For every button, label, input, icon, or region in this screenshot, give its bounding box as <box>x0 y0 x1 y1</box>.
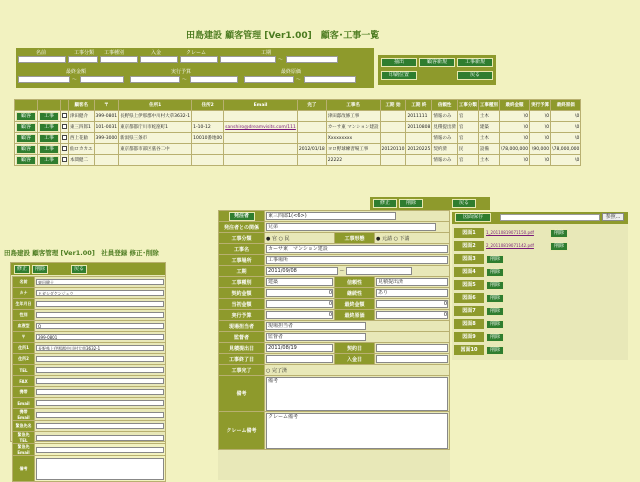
drawing-file-link[interactable]: 1_20110819071150.pdf <box>486 230 534 235</box>
cell-class: 官 <box>457 133 478 144</box>
employee-panel <box>10 262 166 471</box>
final-amount-field[interactable]: 0 <box>376 300 448 308</box>
cell-addr2: 10010番地00 <box>192 133 224 144</box>
cell-name: 仙ロカカエ <box>69 144 95 155</box>
final-amount-min[interactable] <box>18 76 70 83</box>
emp-row <box>13 421 166 432</box>
work-type-select[interactable] <box>100 56 138 63</box>
note-label: 備考 <box>219 376 265 412</box>
work-type-select[interactable]: 建築 <box>266 278 333 286</box>
cell-email <box>224 144 298 155</box>
work-place-field[interactable]: 工事場所 <box>266 256 448 264</box>
emp-label: 性別 <box>13 310 35 321</box>
cell-work: 22222 <box>326 155 380 166</box>
page-title: 田島建設 顧客管理 [Ver1.00] 顧客･工事一覧 <box>186 31 380 41</box>
emp-label: 〒 <box>13 332 35 343</box>
cell-addr1: 東京都都市部区墓谷二中 <box>119 144 192 155</box>
emp-back-button[interactable]: 戻る <box>71 265 87 274</box>
estimate-date-field[interactable]: 2011/08/19 <box>266 344 333 352</box>
col-header: 工事名 <box>326 100 380 111</box>
claim-label: クレーム備考 <box>219 412 265 450</box>
emp-label: 携帯 <box>13 387 35 398</box>
drawing-label: 図面1 <box>454 228 484 238</box>
cell-start: 20120110 <box>380 144 406 155</box>
cell-trust: 見積提出済 <box>432 122 458 133</box>
col-header: 信頼性 <box>432 100 458 111</box>
drawing-delete-button[interactable]: 削除 <box>486 281 504 290</box>
cell-zip <box>94 144 119 155</box>
emp-correct-button[interactable]: 修正 <box>14 265 30 274</box>
drawing-label: 図面3 <box>454 254 484 264</box>
emp-label: カナ <box>13 288 35 299</box>
emp-row <box>13 299 166 310</box>
row-checkbox[interactable] <box>62 157 67 162</box>
table-row[interactable] <box>15 111 581 122</box>
final-cost-field[interactable]: 0 <box>376 311 448 319</box>
complete-date-label: 工事終了日 <box>219 354 265 365</box>
form-radio-sub[interactable]: ○ <box>393 235 400 242</box>
emp-field[interactable] <box>36 389 164 395</box>
emp-field[interactable]: 399-0801 <box>36 334 164 340</box>
contract-amount-field[interactable]: 0 <box>266 289 333 297</box>
class-label: 工事分類 <box>219 233 265 244</box>
cell-class: 官 <box>457 155 478 166</box>
work-button[interactable]: 工事 <box>39 112 59 121</box>
cell-done <box>297 111 326 122</box>
cell-start <box>380 133 406 144</box>
cell-work: カーサ東 マンション建設 <box>326 122 380 133</box>
cell-class: 官 <box>457 111 478 122</box>
label-claim: クレーム <box>186 50 207 56</box>
col-header <box>61 100 69 111</box>
done-label: 工事完了 <box>219 365 265 376</box>
payment-label: 入金日 <box>335 354 375 365</box>
emp-row <box>13 354 166 365</box>
cost-min[interactable] <box>244 76 294 83</box>
label-payment: 入金 <box>151 50 162 56</box>
customer-button[interactable]: 顧客 <box>16 123 36 132</box>
customer-button[interactable]: 顧客 <box>16 134 36 143</box>
class-opt-gov: 官 <box>271 235 277 242</box>
cell-zip: 101-0031 <box>94 122 119 133</box>
work-class-select[interactable] <box>68 56 98 63</box>
tilde: ～ <box>278 57 284 63</box>
continuity-select[interactable]: あり <box>376 289 448 297</box>
cell-end <box>406 133 432 144</box>
cell-zip: 399-3000 <box>94 133 119 144</box>
drawing-list <box>452 224 628 358</box>
sitemgr-label: 現場担当者 <box>219 321 265 332</box>
work-detail-form <box>218 210 450 450</box>
site-manager-field[interactable]: 現場担当者 <box>266 322 366 330</box>
cell-start <box>380 122 406 133</box>
drawing-delete-button[interactable]: 削除 <box>486 268 504 277</box>
form-radio-prime[interactable]: ● <box>376 235 382 242</box>
customer-field[interactable]: 東三四郎1(<6>) <box>266 212 396 220</box>
emp-label: FAX <box>13 376 35 387</box>
drawings-panel <box>452 212 628 360</box>
cell-addr2 <box>192 144 224 155</box>
emp-field[interactable] <box>36 301 164 307</box>
cell-addr2: 1-10-12 <box>192 122 224 133</box>
emp-field[interactable] <box>36 378 164 384</box>
col-header: 工期 終 <box>406 100 432 111</box>
col-header: 顧客名 <box>69 100 95 111</box>
cell-start <box>380 111 406 122</box>
cell-final: \78,000,000 <box>499 144 529 155</box>
drawing-label: 図面5 <box>454 280 484 290</box>
emp-row <box>13 409 166 421</box>
emp-field[interactable] <box>36 423 164 429</box>
label-period: 工期 <box>261 50 272 56</box>
emp-row <box>13 376 166 387</box>
cell-final: \0 <box>499 155 529 166</box>
label-final-cost: 最終原価 <box>281 69 302 75</box>
table-header-row <box>15 100 581 111</box>
emp-row <box>13 432 166 444</box>
cell-end: 2011111 <box>406 111 432 122</box>
emp-field[interactable]: 長野県上伊那郡中川村大草3632-1 <box>36 345 164 351</box>
col-header: 住所1 <box>119 100 192 111</box>
cell-email <box>224 133 298 144</box>
place-label: 工事場所 <box>219 255 265 266</box>
cell-email-link[interactable]: sanshiro@dreamvisits.com/111 <box>224 122 298 133</box>
done-radio[interactable]: ○ <box>266 367 272 374</box>
claim-textarea[interactable]: クレーム備考 <box>266 413 448 449</box>
cost-max[interactable] <box>304 76 356 83</box>
cell-addr1 <box>119 155 192 166</box>
file-path-input[interactable] <box>500 214 600 221</box>
tilde: ～ <box>182 77 188 83</box>
emp-row <box>13 365 166 376</box>
drawing-delete-button[interactable]: 削除 <box>486 333 504 342</box>
drawing-delete-button[interactable]: 削除 <box>550 242 568 251</box>
rel-label: 発注者との関係 <box>219 222 265 233</box>
cost-label: 最終原価 <box>335 310 375 321</box>
tilde: ～ <box>339 268 345 275</box>
emp-field[interactable] <box>36 447 164 453</box>
row-checkbox[interactable] <box>62 135 67 140</box>
budget-max[interactable] <box>190 76 238 83</box>
cell-cost: \0 <box>551 122 581 133</box>
save-drawing-button[interactable]: 図面保存 <box>455 213 491 222</box>
emp-label: 血液型 <box>13 321 35 332</box>
period-label: 工期 <box>219 266 265 277</box>
customer-button[interactable]: 顧客 <box>16 145 36 154</box>
cell-budget: \0 <box>530 155 551 166</box>
cell-email <box>224 111 298 122</box>
tilde: ～ <box>72 77 78 83</box>
name-label: 工事名 <box>219 244 265 255</box>
emp-label: TEL <box>13 365 35 376</box>
cell-budget: \0 <box>530 111 551 122</box>
initial-amount-field[interactable]: 0 <box>266 300 333 308</box>
initial-label: 当初金額 <box>219 299 265 310</box>
cell-cost: \78,000,000 <box>551 144 581 155</box>
form-opt-sub: 下請 <box>399 235 410 242</box>
drawing-delete-button[interactable]: 削除 <box>486 294 504 303</box>
cell-done <box>297 155 326 166</box>
customer-select-button[interactable]: 発注者 <box>229 212 255 221</box>
cell-budget: \0 <box>530 122 551 133</box>
emp-label: 緊急先Email <box>13 444 35 456</box>
drawing-file-link[interactable]: 2_20110819071142.pdf <box>486 243 534 248</box>
table-row[interactable] <box>15 133 581 144</box>
emp-field[interactable] <box>36 356 164 362</box>
action-panel <box>378 55 496 85</box>
contract-date-field[interactable] <box>376 344 448 352</box>
drawing-delete-button[interactable]: 削除 <box>486 320 504 329</box>
drawings-toolbar <box>452 212 628 224</box>
cell-final: \0 <box>499 122 529 133</box>
work-button[interactable]: 工事 <box>39 145 59 154</box>
claim-select[interactable] <box>180 56 218 63</box>
cell-class: 民 <box>457 144 478 155</box>
payment-date-field[interactable] <box>376 355 448 363</box>
cell-addr2 <box>192 155 224 166</box>
cell-done: 2012/01/18 <box>297 144 326 155</box>
work-name-field[interactable]: カーサ東 マンション建設 <box>266 245 448 253</box>
emp-note-field[interactable] <box>36 458 164 480</box>
complete-date-field[interactable] <box>266 355 333 363</box>
col-header: 工期 始 <box>380 100 406 111</box>
col-header: 〒 <box>94 100 119 111</box>
cell-type: 土木 <box>478 133 499 144</box>
drawing-delete-button[interactable]: 削除 <box>550 229 568 238</box>
table-row[interactable] <box>15 144 581 155</box>
form-opt-prime: 元請 <box>381 235 392 242</box>
new-customer-button[interactable]: 顧客新規 <box>419 58 455 67</box>
period-end-field[interactable] <box>346 267 412 275</box>
period-start-field[interactable]: 2011/09/08 <box>266 267 338 275</box>
cell-type: 設備 <box>478 144 499 155</box>
supervisor-field[interactable]: 監督者 <box>266 333 366 341</box>
cell-name: 津田健介 <box>69 111 95 122</box>
cell-final: \0 <box>499 133 529 144</box>
emp-label: Email <box>13 398 35 409</box>
period-end-input[interactable] <box>286 56 338 63</box>
correct-button[interactable]: 修正 <box>373 199 397 208</box>
cell-type: 建築 <box>478 122 499 133</box>
table-row[interactable] <box>15 122 581 133</box>
emp-label: 緊急先名 <box>13 421 35 432</box>
drawing-label: 図面6 <box>454 293 484 303</box>
col-header: Email <box>224 100 298 111</box>
cell-type: 土木 <box>478 155 499 166</box>
cell-start <box>380 155 406 166</box>
budget-label: 実行予算 <box>219 310 265 321</box>
emp-row <box>13 343 166 354</box>
period-start-input[interactable] <box>220 56 276 63</box>
cell-trust: 情報のみ <box>432 155 458 166</box>
emp-row <box>13 398 166 409</box>
contract-date-label: 契約日 <box>335 343 375 354</box>
cell-name: 本間健二 <box>69 155 95 166</box>
label-final-amount: 最終金額 <box>66 69 87 75</box>
emp-row <box>13 321 166 332</box>
emp-field[interactable] <box>36 367 164 373</box>
work-action-bar <box>370 197 490 210</box>
class-radio-gov[interactable]: ● <box>266 235 272 242</box>
drawing-label: 図面10 <box>454 345 484 355</box>
cell-work: ヨロ野球練習場工事 <box>326 144 380 155</box>
col-header: 工事種別 <box>478 100 499 111</box>
emp-field[interactable] <box>36 412 164 418</box>
row-checkbox[interactable] <box>62 124 67 129</box>
browse-button[interactable]: 参照... <box>602 213 624 221</box>
col-header: 最終金額 <box>499 100 529 111</box>
label-budget: 実行予算 <box>171 69 192 75</box>
drawing-label: 図面2 <box>454 241 484 251</box>
emp-delete-button[interactable]: 削除 <box>32 265 48 274</box>
col-header: 工事分類 <box>457 100 478 111</box>
col-header: 完了 <box>297 100 326 111</box>
cell-done <box>297 133 326 144</box>
tilde: ～ <box>296 77 302 83</box>
name-input[interactable] <box>18 56 66 63</box>
work-button[interactable]: 工事 <box>39 156 59 165</box>
row-checkbox[interactable] <box>62 146 67 151</box>
emp-label: 生年月日 <box>13 299 35 310</box>
emp-field[interactable] <box>36 435 164 441</box>
note-textarea[interactable]: 備考 <box>266 377 448 411</box>
work-detail-panel <box>218 210 450 480</box>
emp-field[interactable]: ヒガシダケンジュウ <box>36 290 164 296</box>
col-header: 最終原価 <box>551 100 581 111</box>
employee-form <box>12 276 166 482</box>
label-name: 名前 <box>36 50 47 56</box>
drawing-label: 図面9 <box>454 332 484 342</box>
cell-email <box>224 155 298 166</box>
cell-done <box>297 122 326 133</box>
cell-class: 官 <box>457 122 478 133</box>
drawing-delete-button[interactable]: 削除 <box>486 307 504 316</box>
type-label: 工事種別 <box>219 277 265 288</box>
search-panel <box>16 48 374 88</box>
supervisor-label: 監督者 <box>219 332 265 343</box>
emp-label: 携帯Email <box>13 409 35 421</box>
print-position-button[interactable]: 印刷位置 <box>381 71 417 80</box>
final-amount-max[interactable] <box>80 76 124 83</box>
relation-field[interactable]: 兄弟 <box>266 223 436 231</box>
class-radio-private[interactable]: ○ <box>278 235 285 242</box>
final-label: 最終金額 <box>335 299 375 310</box>
emp-row <box>13 456 166 482</box>
class-opt-private: 民 <box>284 235 290 242</box>
emp-row <box>13 288 166 299</box>
work-button[interactable]: 工事 <box>39 123 59 132</box>
back-button[interactable]: 戻る <box>452 199 476 208</box>
drawing-label: 図面8 <box>454 319 484 329</box>
form-label: 工事形態 <box>335 233 375 244</box>
budget-min[interactable] <box>130 76 180 83</box>
cell-trust: 情報のみ <box>432 133 458 144</box>
label-work-class: 工事分類 <box>74 50 95 56</box>
emp-field[interactable]: O <box>36 323 164 329</box>
contract-label: 契約金額 <box>219 288 265 299</box>
cell-name: 東三四郎1 <box>69 122 95 133</box>
cell-end: 20110808 <box>406 122 432 133</box>
cell-end <box>406 155 432 166</box>
cell-cost: \0 <box>551 111 581 122</box>
emp-field[interactable] <box>36 312 164 318</box>
employee-toolbar <box>11 263 165 275</box>
budget-field[interactable]: 0 <box>266 311 333 319</box>
cell-addr1: 東京都都庁川市蛇窪町1 <box>119 122 192 133</box>
emp-row <box>13 310 166 321</box>
cell-trust: 情報のみ <box>432 111 458 122</box>
emp-row <box>13 444 166 456</box>
cell-end: 20120225 <box>406 144 432 155</box>
cell-budget: \0 <box>530 133 551 144</box>
col-header: 住所2 <box>192 100 224 111</box>
drawing-delete-button[interactable]: 削除 <box>486 346 504 355</box>
back-button[interactable]: 戻る <box>457 71 493 80</box>
emp-label: 緊急先TEL <box>13 432 35 444</box>
cell-work: 津田邸改修工事 <box>326 111 380 122</box>
col-header <box>15 100 38 111</box>
emp-label: 住所2 <box>13 354 35 365</box>
cell-work: Xxxxxxxxx <box>326 133 380 144</box>
cell-addr1: 新潟県三条市 <box>119 133 192 144</box>
drawing-label: 図面4 <box>454 267 484 277</box>
emp-label: 名前 <box>13 277 35 288</box>
payment-select[interactable] <box>140 56 178 63</box>
cell-cost: \0 <box>551 133 581 144</box>
employee-title: 田島建設 顧客管理 [Ver1.00] 社員登録 修正･削除 <box>4 249 159 257</box>
trust-select[interactable]: 見積提出済 <box>376 278 448 286</box>
done-opt: 完了済 <box>271 367 287 374</box>
customer-work-table <box>14 99 581 166</box>
emp-row <box>13 332 166 343</box>
cell-zip: 399-0801 <box>94 111 119 122</box>
trust-label: 信頼性 <box>335 277 375 288</box>
emp-field[interactable] <box>36 400 164 406</box>
cell-addr1: 長野県上伊那郡中川村大草3632-1 <box>119 111 192 122</box>
cell-final: \0 <box>499 111 529 122</box>
emp-field[interactable]: 東田健十 <box>36 279 164 285</box>
delete-button[interactable]: 削除 <box>399 199 423 208</box>
col-header: 実行予算 <box>530 100 551 111</box>
cell-type: 土木 <box>478 111 499 122</box>
emp-label: 住所1 <box>13 343 35 354</box>
work-button[interactable]: 工事 <box>39 134 59 143</box>
cell-cost: \0 <box>551 155 581 166</box>
estimate-label: 見積提出日 <box>219 343 265 354</box>
emp-row <box>13 387 166 398</box>
emp-row <box>13 277 166 288</box>
extract-button[interactable]: 抽出 <box>381 58 417 67</box>
drawing-delete-button[interactable]: 削除 <box>486 255 504 264</box>
cell-addr2 <box>192 111 224 122</box>
cell-budget: \90,000 <box>530 144 551 155</box>
continue-label: 継続性 <box>335 288 375 299</box>
customer-button[interactable]: 顧客 <box>16 112 36 121</box>
cell-name: 西上花勧 <box>69 133 95 144</box>
cell-trust: 契約済 <box>432 144 458 155</box>
table-row[interactable] <box>15 155 581 166</box>
customer-button[interactable]: 顧客 <box>16 156 36 165</box>
emp-label: 備考 <box>13 456 35 482</box>
row-checkbox[interactable] <box>62 113 67 118</box>
new-work-button[interactable]: 工事新規 <box>457 58 493 67</box>
col-header <box>38 100 61 111</box>
label-work-type: 工事種別 <box>104 50 125 56</box>
drawing-label: 図面7 <box>454 306 484 316</box>
cell-zip <box>94 155 119 166</box>
